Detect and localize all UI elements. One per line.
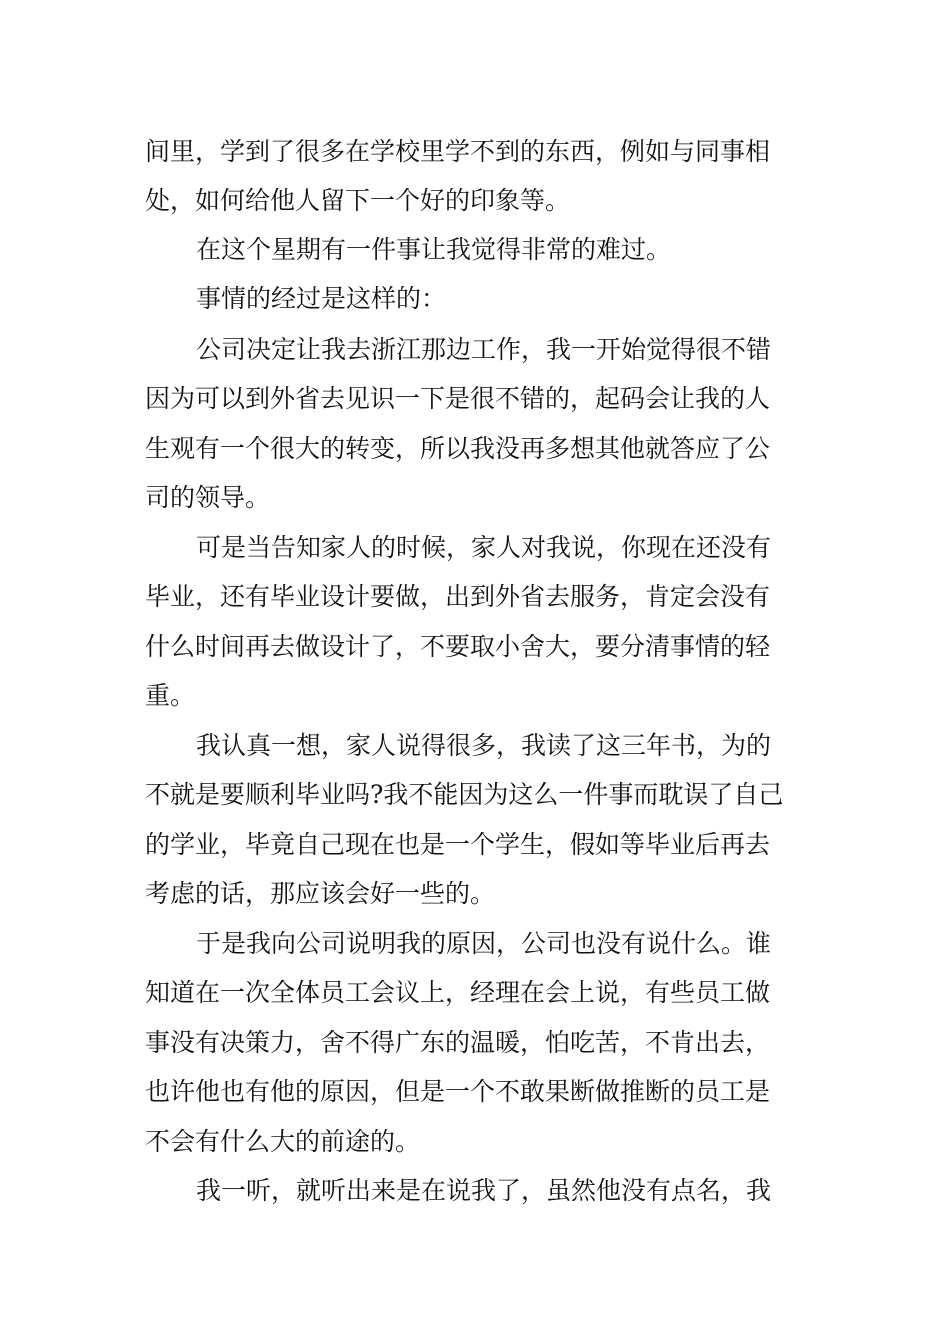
text-line-20: 也许他也有他的原因，但是一个不敢果断做推断的员工是 [145, 1077, 771, 1106]
text-line-8: 司的领导。 [145, 483, 271, 512]
text-line-2: 处，如何给他人留下一个好的印象等。 [145, 186, 571, 215]
text-line-3: 在这个星期有一件事让我觉得非常的难过。 [196, 235, 672, 264]
text-line-12: 重。 [145, 681, 196, 710]
text-line-21: 不会有什么大的前途的。 [145, 1127, 421, 1156]
text-line-1: 间里，学到了很多在学校里学不到的东西，例如与同事相 [145, 137, 771, 166]
text-line-10: 毕业，还有毕业设计要做，出到外省去服务，肯定会没有 [145, 582, 771, 611]
text-line-19: 事没有决策力，舍不得广东的温暖，怕吃苦，不肯出去， [145, 1028, 771, 1057]
text-line-22: 我一听，就听出来是在说我了，虽然他没有点名，我 [196, 1176, 772, 1205]
text-line-11: 什么时间再去做设计了，不要取小舍大，要分清事情的轻 [145, 632, 771, 661]
text-line-14: 不就是要顺利毕业吗?我不能因为这么一件事而耽误了自己 [145, 780, 784, 809]
text-line-15: 的学业，毕竟自己现在也是一个学生，假如等毕业后再去 [145, 830, 771, 859]
text-line-18: 知道在一次全体员工会议上，经理在会上说，有些员工做 [145, 978, 771, 1007]
text-line-7: 生观有一个很大的转变，所以我没再多想其他就答应了公 [145, 434, 771, 463]
text-line-9: 可是当告知家人的时候，家人对我说，你现在还没有 [196, 533, 772, 562]
text-line-17: 于是我向公司说明我的原因，公司也没有说什么。谁 [196, 929, 772, 958]
text-line-4: 事情的经过是这样的： [196, 284, 447, 313]
text-line-5: 公司决定让我去浙江那边工作，我一开始觉得很不错 [196, 335, 772, 364]
text-line-16: 考虑的话，那应该会好一些的。 [145, 879, 496, 908]
text-line-13: 我认真一想，家人说得很多，我读了这三年书，为的 [196, 731, 772, 760]
text-line-6: 因为可以到外省去见识一下是很不错的，起码会让我的人 [145, 384, 771, 413]
